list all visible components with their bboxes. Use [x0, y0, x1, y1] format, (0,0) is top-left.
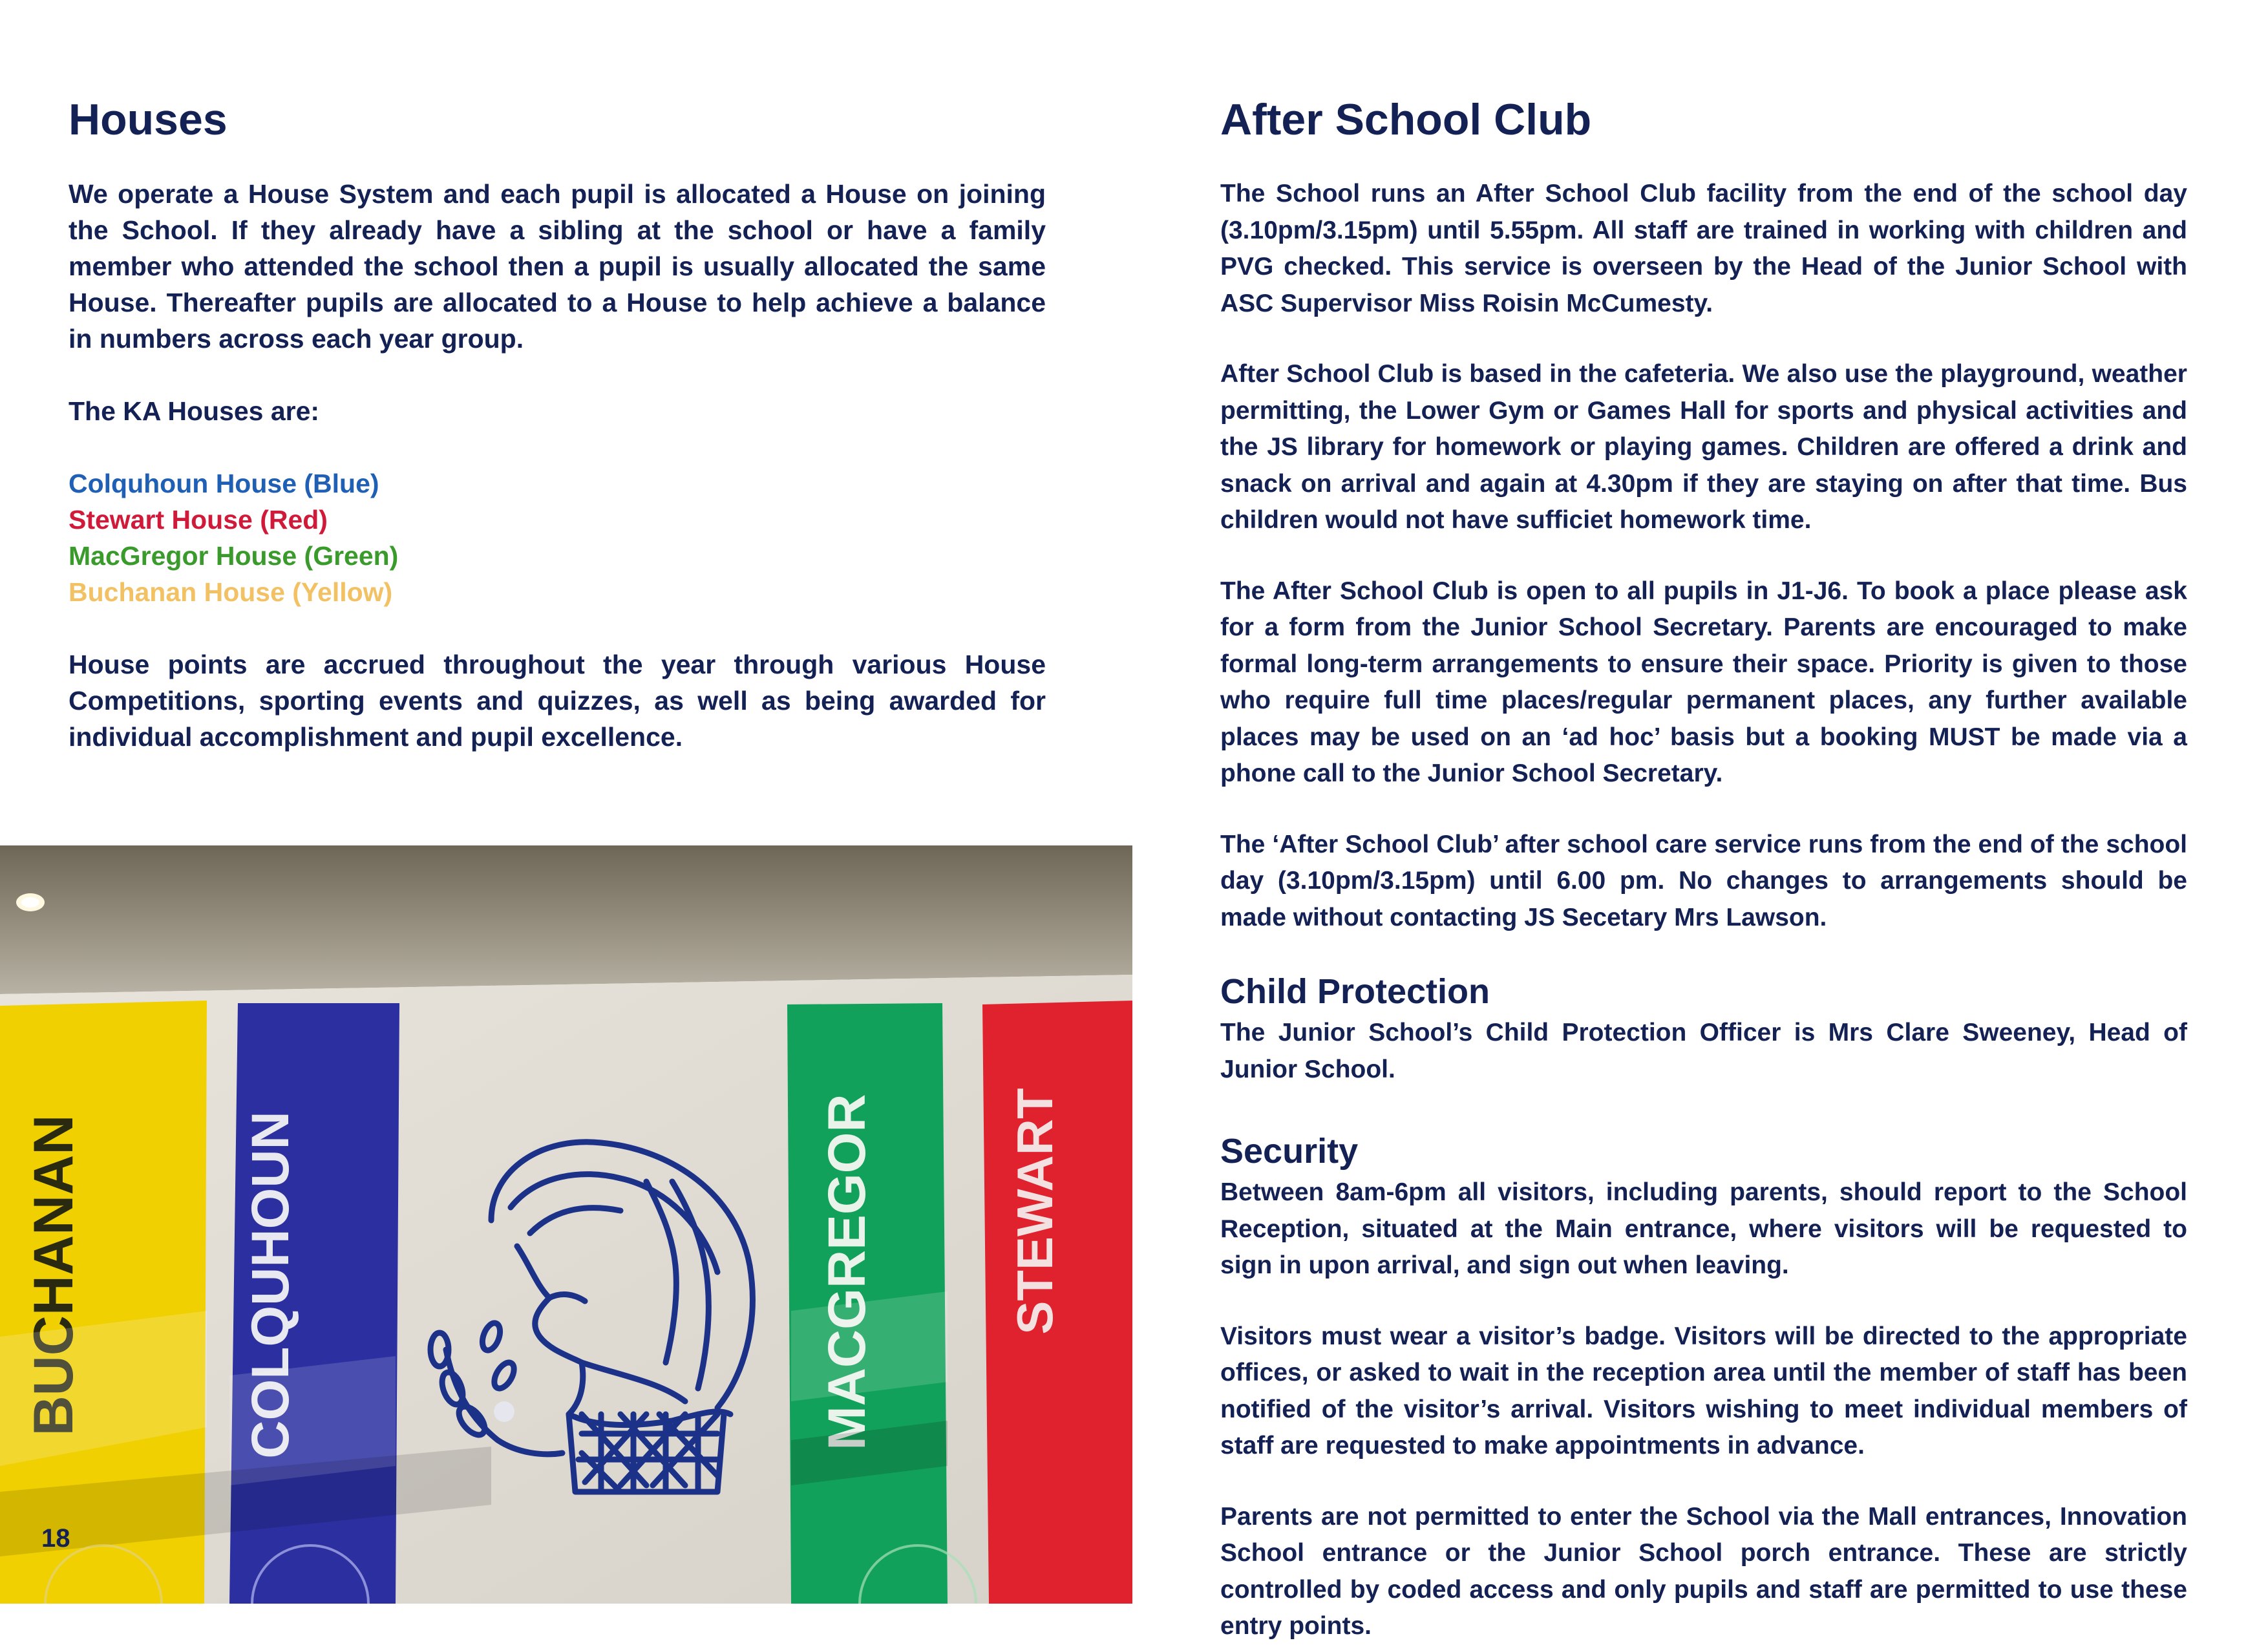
house-banners-photo [0, 845, 1132, 1604]
after-school-club-section [1220, 90, 2187, 1645]
house-macgregor: MacGregor House (Green) [69, 541, 399, 571]
houses-title: Houses [69, 95, 228, 144]
banner-buchanan-label: BUCHANAN [23, 1114, 85, 1436]
house-colquhoun: Colquhoun House (Blue) [69, 469, 379, 498]
child-protection-text: The Junior School’s Child Protection Officer is Mrs Clare Sweeney, Head of Junior School. [1220, 1019, 2187, 1083]
banner-colquhoun-label: COLQUHOUN [241, 1111, 300, 1459]
houses-heading: The KA Houses are: [69, 396, 320, 426]
security-paragraph-2: Visitors must wear a visitor’s badge. Visitors will be directed to the appropriate offices, or asked to wait in the reception area until the member of staff has been notified of the visitor’s arrival. Visitors wishing to meet individual members of staff are requested to make appointments in advance. [1220, 1322, 2187, 1459]
banner-macgregor-label: MACGREGOR [818, 1094, 876, 1450]
house-points-text: House points are accrued throughout the year through various House Competitions, sporting events and quizzes, as well as being awarded for individual accomplishment and pupil excellence. [69, 650, 1046, 752]
asc-paragraph-3: The After School Club is open to all pupils in J1-J6. To book a place please ask for a form from the Junior School Secretary. Parents are encouraged to make formal long-term arrangements to ensure their space. Priority is given to those who require full time places/regular permanent places, any further available places may be used on an ‘ad hoc’ basis but a booking MUST be made via a phone call to the Junior School Secretary. [1220, 577, 2187, 787]
house-buchanan: Buchanan House (Yellow) [69, 577, 393, 607]
houses-intro: We operate a House System and each pupil is allocated a House on joining the School. If they already have a sibling at the school or have a family member who attended the school then a pupil is usually allocated the same House. Thereafter pupils are allocated to a House to help achieve a balance in numbers across each year group. [69, 179, 1046, 354]
asc-paragraph-4: The ‘After School Club’ after school care service runs from the end of the school day (3.10pm/3.15pm) until 6.00 pm. No changes to arrangements should be made without contacting JS Secetary Mrs Lawson. [1220, 830, 2187, 931]
page-number: 18 [41, 1524, 70, 1553]
asc-paragraph-2: After School Club is based in the cafeteria. We also use the playground, weather permitting, the Lower Gym or Games Hall for sports and physical activities and the JS library for homework or playing games. Children are offered a drink and snack on arrival and again at 4.30pm if they are staying on after that time. Bus children would not have sufficiet homework time. [1220, 360, 2187, 534]
security-paragraph-3: Parents are not permitted to enter the School via the Mall entrances, Innovation School entrance or the Junior School porch entrance. These are strictly controlled by coded access and only pupils and staff are permitted to use these entry points. [1220, 1502, 2187, 1640]
banner-stewart [982, 1001, 1132, 1604]
house-list [69, 465, 1046, 610]
child-protection-heading: Child Protection [1220, 972, 1490, 1011]
houses-section [69, 90, 1046, 755]
asc-paragraph-1: The School runs an After School Club facility from the end of the school day (3.10pm/3.15pm) until 5.55pm. All staff are trained in working with children and PVG checked. This service is overseen by the Head of the Junior School with ASC Supervisor Miss Roisin McCumesty. [1220, 180, 2187, 317]
banner-stewart-label: STEWART [1006, 1088, 1063, 1335]
security-paragraph-1: Between 8am-6pm all visitors, including parents, should report to the School Reception, situated at the Main entrance, where visitors will be requested to sign in upon arrival, and sign out when leaving. [1220, 1178, 2187, 1279]
house-stewart: Stewart House (Red) [69, 505, 328, 535]
after-school-club-title: After School Club [1220, 95, 1592, 144]
security-heading: Security [1220, 1132, 1359, 1171]
